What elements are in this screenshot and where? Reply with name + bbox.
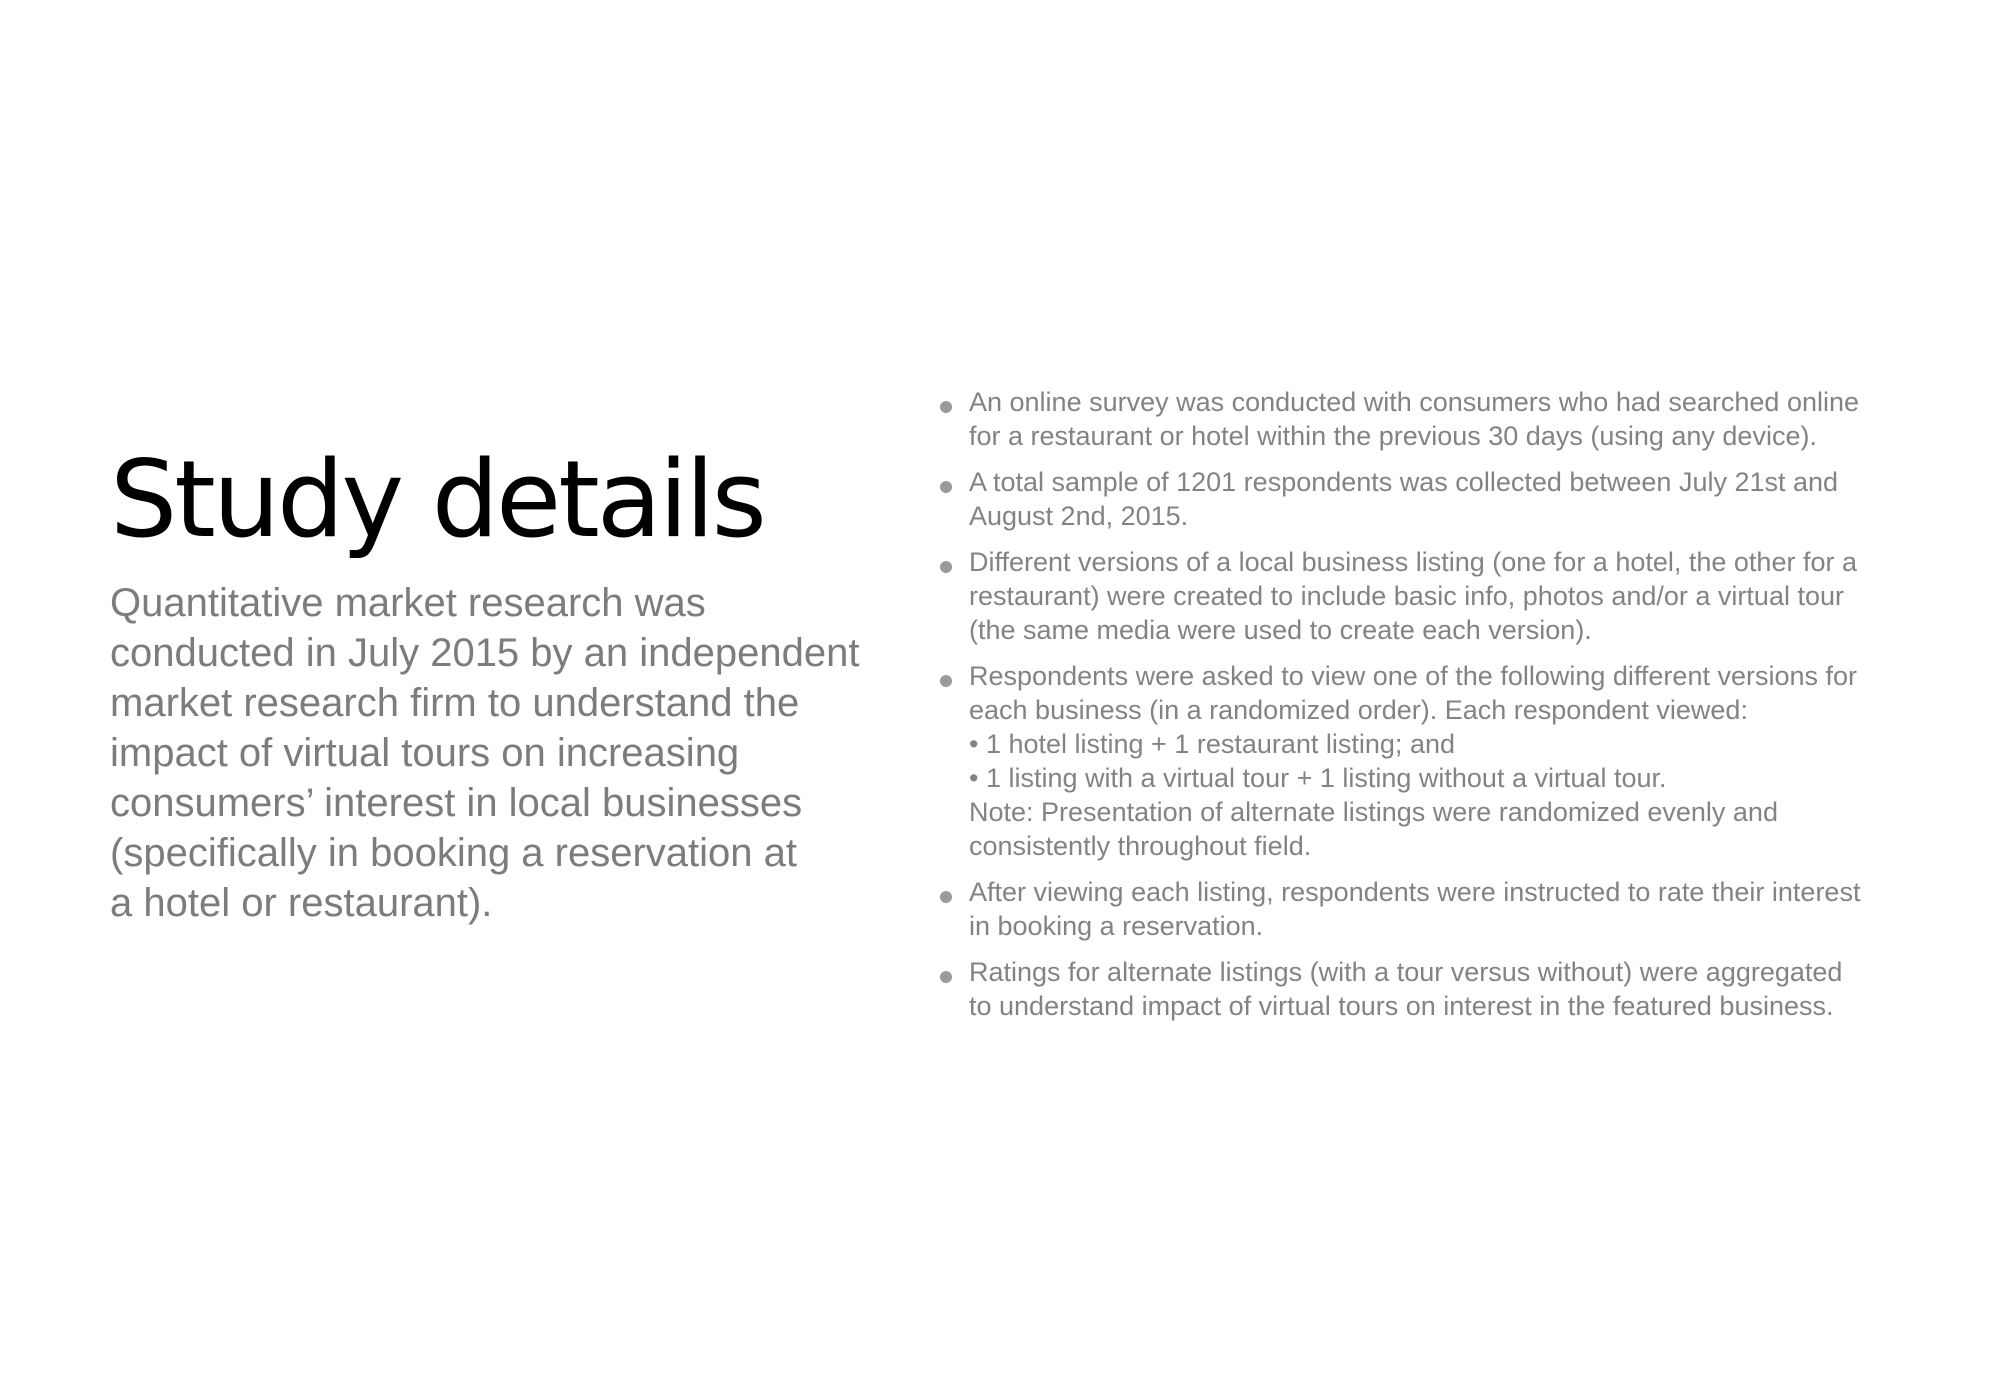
list-item-text: Respondents were asked to view one of the following different versions for each business (in a randomized order). Each respondent viewed: • 1 hotel listing + 1 restaurant listing; and • 1 listing with a virtual tour + 1 listing without a virtual tour. Note: Presentation of alternate listings were randomized evenly and consistently throughout field. (969, 661, 1858, 861)
bullet-dot-icon (940, 971, 952, 983)
intro-paragraph: Quantitative market research was conducted in July 2015 by an independent market research firm to understand the impact of virtual tours on increasing consumers’ interest in local businesses (specifically in booking a reservation at a hotel or restaurant). (110, 581, 860, 925)
list-item-text: An online survey was conducted with consumers who had searched online for a restaurant or hotel within the previous 30 days (using any device). (969, 387, 1860, 451)
list-item (940, 385, 1900, 453)
list-item-text: Different versions of a local business listing (one for a hotel, the other for a restaurant) were created to include basic info, photos and/or a virtual tour (the same media were used to create each version). (969, 547, 1857, 645)
list-item (940, 659, 1900, 863)
bullet-dot-icon (940, 561, 952, 573)
right-column (940, 385, 1900, 1035)
study-details-list (940, 385, 1900, 1023)
bullet-dot-icon (940, 481, 952, 493)
page-title: Study details (110, 438, 764, 561)
list-item (940, 465, 1900, 533)
list-item-text: A total sample of 1201 respondents was collected between July 21st and August 2nd, 2015. (969, 467, 1839, 531)
list-item-text: Ratings for alternate listings (with a tour versus without) were aggregated to understand impact of virtual tours on interest in the featured business. (969, 957, 1843, 1021)
bullet-dot-icon (940, 891, 952, 903)
list-item-text: After viewing each listing, respondents were instructed to rate their interest in booking a reservation. (969, 877, 1861, 941)
bullet-dot-icon (940, 401, 952, 413)
left-column (110, 440, 900, 928)
bullet-dot-icon (940, 675, 952, 687)
list-item (940, 955, 1900, 1023)
list-item (940, 545, 1900, 647)
list-item (940, 875, 1900, 943)
